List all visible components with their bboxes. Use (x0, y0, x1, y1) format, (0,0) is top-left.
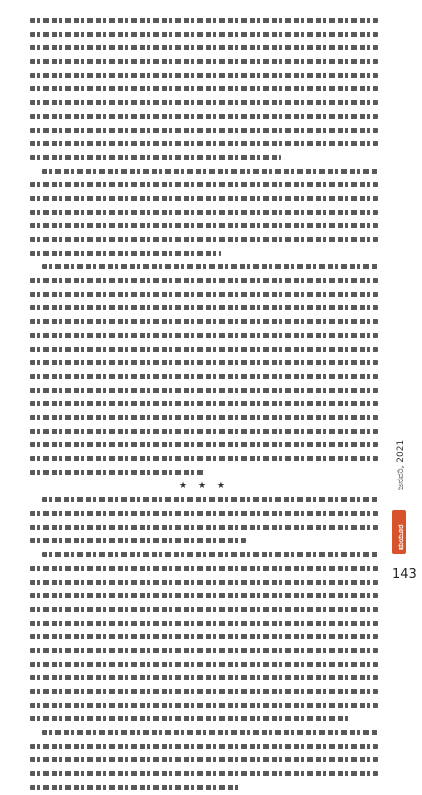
text-line-ink (30, 648, 378, 653)
text-line-ink (30, 114, 378, 119)
paragraph (30, 260, 378, 479)
text-line-ink (30, 45, 378, 50)
text-line-ink (30, 347, 378, 352)
text-line-ink (42, 552, 378, 557)
text-line (30, 192, 378, 206)
text-line (30, 630, 378, 644)
text-line-ink (30, 59, 378, 64)
text-line (30, 384, 378, 398)
text-line-ink (30, 621, 378, 626)
text-line-ink (30, 785, 239, 790)
text-line-ink (30, 388, 378, 393)
text-line-ink (30, 292, 378, 297)
text-line-ink (30, 223, 378, 228)
text-line (30, 178, 378, 192)
text-line (30, 466, 378, 480)
text-line (30, 14, 378, 28)
text-line (30, 521, 378, 535)
text-line (30, 576, 378, 590)
paragraph (30, 14, 378, 165)
text-line (30, 397, 378, 411)
text-line (30, 41, 378, 55)
text-line-ink (30, 237, 378, 242)
text-line-ink (30, 155, 281, 160)
text-line-ink (30, 333, 378, 338)
text-line-ink (30, 757, 378, 762)
magazine-logo-text: ಮಯೂರ (396, 524, 405, 550)
text-line-ink (30, 32, 378, 37)
text-line-ink (30, 607, 378, 612)
text-line (30, 343, 378, 357)
text-line-ink (42, 169, 378, 174)
text-line-ink (30, 319, 378, 324)
text-line-ink (30, 196, 378, 201)
text-line (30, 315, 378, 329)
text-line (30, 726, 378, 740)
text-line (30, 671, 378, 685)
text-line (30, 712, 378, 726)
text-line-ink (30, 278, 378, 283)
text-line-ink (42, 264, 378, 269)
text-line (30, 110, 378, 124)
text-line-ink (30, 442, 378, 447)
text-line-ink (30, 415, 378, 420)
text-line-ink (30, 593, 378, 598)
text-line (30, 137, 378, 151)
text-line-ink (30, 141, 378, 146)
text-line (30, 425, 378, 439)
text-line (30, 28, 378, 42)
text-line (30, 781, 378, 795)
text-line (30, 603, 378, 617)
text-line (30, 124, 378, 138)
text-line-ink (42, 730, 378, 735)
text-line (30, 753, 378, 767)
text-line-ink (30, 716, 350, 721)
text-line-ink (30, 689, 378, 694)
text-line-ink (30, 511, 378, 516)
text-line-ink (30, 429, 378, 434)
text-line (30, 534, 378, 548)
text-line (30, 356, 378, 370)
text-line (30, 767, 378, 781)
text-line-ink (30, 210, 378, 215)
text-line-ink (30, 703, 378, 708)
text-line (30, 452, 378, 466)
text-line-ink (30, 100, 378, 105)
text-line (30, 82, 378, 96)
text-line (30, 699, 378, 713)
text-line (30, 233, 378, 247)
text-line (30, 69, 378, 83)
text-line-ink (30, 634, 378, 639)
text-line (30, 411, 378, 425)
text-line-ink (30, 470, 204, 475)
text-line-ink (30, 662, 378, 667)
text-line (30, 548, 378, 562)
text-line (30, 274, 378, 288)
text-line-ink (30, 86, 378, 91)
text-line (30, 685, 378, 699)
text-line (30, 617, 378, 631)
text-line-ink (30, 401, 378, 406)
text-line-ink (30, 456, 378, 461)
text-line (30, 247, 378, 261)
paragraph (30, 493, 378, 548)
text-line (30, 55, 378, 69)
paragraph (30, 726, 378, 794)
text-line-ink (30, 744, 378, 749)
text-line-ink (30, 566, 378, 571)
text-line (30, 219, 378, 233)
text-line-ink (30, 18, 378, 23)
text-line-ink (30, 128, 378, 133)
text-line (30, 493, 378, 507)
issue-date: ಜನವರಿ, 2021 (396, 439, 406, 490)
text-line-ink (30, 251, 221, 256)
text-line (30, 370, 378, 384)
text-line-ink (30, 580, 378, 585)
text-line-ink (30, 525, 378, 530)
text-line (30, 562, 378, 576)
page-number: 143 (392, 567, 417, 582)
text-line-ink (30, 675, 378, 680)
text-line (30, 329, 378, 343)
text-line (30, 301, 378, 315)
text-line-ink (30, 305, 378, 310)
text-line (30, 740, 378, 754)
text-line (30, 206, 378, 220)
text-line-ink (30, 538, 246, 543)
text-line (30, 260, 378, 274)
article-body (30, 14, 378, 795)
paragraph (30, 165, 378, 261)
text-line (30, 151, 378, 165)
text-line-ink (30, 182, 378, 187)
text-line (30, 644, 378, 658)
text-line (30, 96, 378, 110)
text-line (30, 658, 378, 672)
text-line (30, 507, 378, 521)
text-line-ink (42, 497, 378, 502)
text-line (30, 438, 378, 452)
text-line (30, 288, 378, 302)
text-line-ink (30, 374, 378, 379)
section-break: ★ ★ ★ (179, 481, 229, 492)
text-line-ink (30, 771, 378, 776)
text-line (30, 165, 378, 179)
paragraph (30, 548, 378, 726)
text-line-ink (30, 360, 378, 365)
text-line (30, 589, 378, 603)
text-line-ink (30, 73, 378, 78)
